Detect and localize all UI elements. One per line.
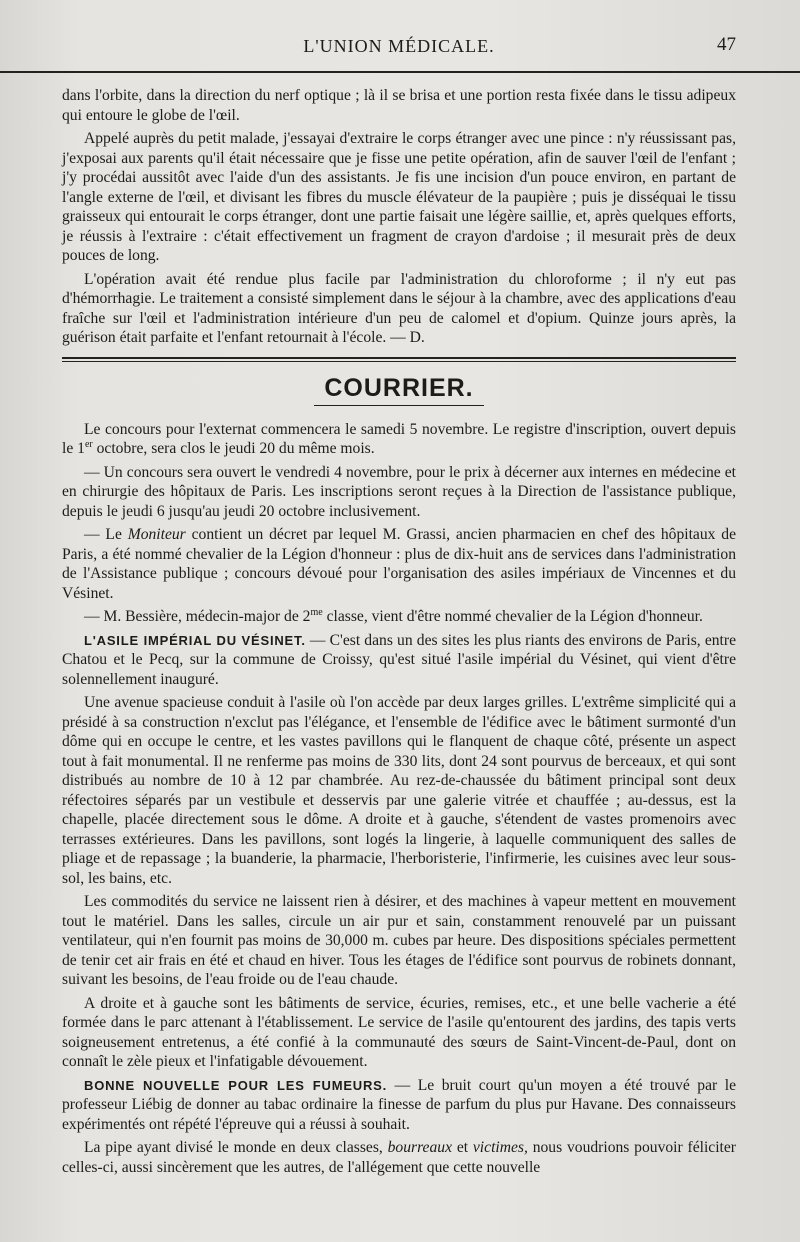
news-paragraph: BONNE NOUVELLE POUR LES FUMEURS. — Le bruit court qu'un moyen a été trouvé par le professeur Liébig de donner au tabac ordinaire la finesse de parfum du plus pur Havane. Des connaisseurs expérimentés ont répété l'épreuve qui a réussi à souhait.: [62, 1076, 737, 1133]
news-paragraph: — Un concours sera ouvert le vendredi 4 novembre, pour le prix à décerner aux internes en médecine et en chirurgie des hôpitaux de Paris. Les inscriptions seront reçues à la Direction de l'assistance publique, depuis le jeudi 6 jusqu'au jeudi 20 octobre inclusivement.: [62, 463, 736, 520]
subsection-heading: BONNE NOUVELLE POUR LES FUMEURS.: [84, 1077, 388, 1093]
article-body: [62, 86, 736, 1181]
page-header: [62, 0, 736, 62]
subsection-heading: L'ASILE IMPÉRIAL DU VÉSINET.: [84, 632, 306, 648]
news-paragraph: A droite et à gauche sont les bâtiments de service, écuries, remises, etc., et une belle vacherie a été formée dans le parc attenant à l'établissement. Le service de l'asile qu'entourent des jardins, des tapis verts soigneusement entretenus, a été confié à la communauté des sœurs de Saint-Vincent-de-Paul, dont on connaît le zèle pieux et l'infatigable dévouement.: [62, 994, 736, 1070]
header-rule: [0, 71, 800, 73]
news-paragraph: — M. Bessière, médecin-major de $2^{me}$ classe, vient d'être nommé chevalier de la Légion d'honneur.: [84, 606, 703, 625]
news-paragraph: — Le Moniteur contient un décret par lequel M. Grassi, ancien pharmacien en chef des hôpitaux de Paris, a été nommé chevalier de la Légion d'honneur : plus de dix-huit ans de services dans l'administration de l'Assistance publique ; concours dévoué pour l'organisation des asiles impériaux de Vincennes et du Vésinet.: [62, 526, 736, 602]
news-paragraph: Le concours pour l'externat commencera le samedi 5 novembre. Le registre d'inscription, ouvert depuis le 1er octobre, sera clos le jeudi 20 du même mois.: [62, 420, 736, 457]
section-divider: [62, 357, 736, 362]
news-paragraph: L'ASILE IMPÉRIAL DU VÉSINET. — C'est dans un des sites les plus riants des environs de Paris, entre Chatou et le Pecq, sur la commune de Croissy, qu'est situé l'asile impérial du Vésinet, qui vient d'être solennellement inauguré.: [62, 631, 737, 688]
news-paragraph: La pipe ayant divisé le monde en deux classes, bourreaux et victimes, nous voudrions pouvoir féliciter celles-ci, aussi sincèrement que les autres, de l'allégement que cette nouvelle: [62, 1139, 736, 1176]
section-title: COURRIER.: [314, 374, 483, 406]
page-number: 47: [717, 34, 736, 55]
news-paragraph: Une avenue spacieuse conduit à l'asile où l'on accède par deux larges grilles. L'extrême simplicité qui a présidé à sa construction n'exclut pas l'élégance, et l'ensemble de l'édifice avec le bâtiment surmonté d'un dôme qui en occupe le centre, et les vastes pavillons qui le flanquent de chaque côté, présente un aspect tout à fait monumental. Il ne renferme pas moins de 330 lits, dont 24 sont pourvus de berceaux, et qui sont distribués au nombre de 10 à 12 par chambrée. Au rez-de-chaussée du bâtiment principal sont deux réfectoires séparés par un vestibule et desservis par une galerie vitrée et chauffée ; au-dessus, est la chapelle, placée directement sous le dôme. A droite et à gauche, s'étendent de vastes promenoirs avec terrasses extérieures. Dans les pavillons, sont logés la lingerie, à laquelle communiquent des salles de pliage et de repassage ; la buanderie, la pharmacie, l'herboristerie, l'infirmerie, les cuisines avec leur sous-sol, les bains, etc.: [62, 694, 736, 887]
running-title: L'UNION MÉDICALE.: [303, 36, 495, 56]
news-paragraph: Les commodités du service ne laissent rien à désirer, et des machines à vapeur mettent en mouvement tout le matériel. Dans les salles, circule un air pur et sain, constamment renouvelé par un puissant ventilateur, qui n'en fournit pas moins de 30,000 m. cubes par heure. Des dispositions spéciales permettent de tenir cet air frais en été et chaud en hiver. Tous les étages de l'édifice sont pourvus de robinets donnant, suivant les besoins, de l'eau froide ou de l'eau chaude.: [62, 893, 736, 988]
case-report-paragraph: L'opération avait été rendue plus facile par l'administration du chloroforme ; il n'y eut pas d'hémorrhagie. Le traitement a consisté simplement dans le séjour à la chambre, avec des applications d'eau fraîche sur l'œil et l'administration intérieure d'un peu de calomel et d'opium. Quinze jours après, la guérison était parfaite et l'enfant retournait à l'école. — D.: [62, 270, 736, 346]
case-report-paragraph: Appelé auprès du petit malade, j'essayai d'extraire le corps étranger avec une pince : n'y réussissant pas, j'exposai aux parents qu'il était nécessaire que je fisse une petite opération, afin de sauver l'œil de l'enfant ; j'y procédai aussitôt avec l'aide d'un des assistants. Je fis une incision d'un pouce environ, en partant de l'angle externe de l'œil, et divisant les fibres du muscle élévateur de la paupière ; puis je disséquai le tissu graisseux qui entourait le corps étranger, dont une partie faisait une légère saillie, et, après quelques efforts, je réussis à l'extraire : c'était effectivement un fragment de crayon d'ardoise ; il mesurait près de deux pouces de long.: [62, 130, 736, 264]
section-heading: [62, 374, 736, 406]
case-report-paragraph: dans l'orbite, dans la direction du nerf optique ; là il se brisa et une portion resta fixée dans le tissu adipeux qui entoure le globe de l'œil.: [62, 87, 736, 124]
